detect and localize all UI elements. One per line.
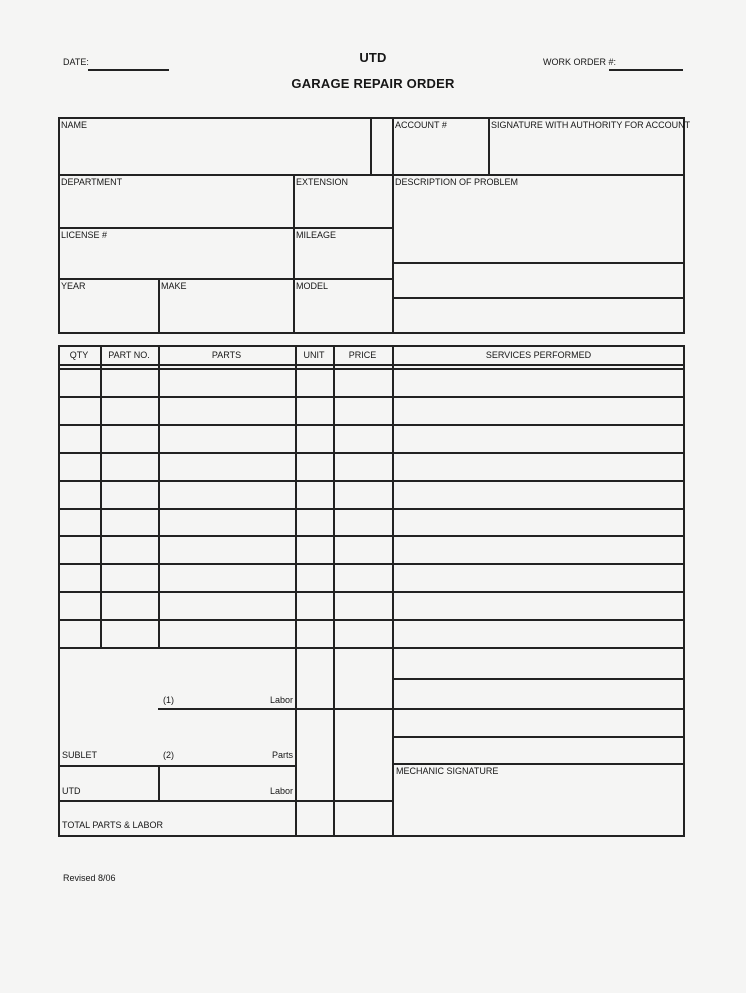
writing-line: [392, 736, 685, 738]
sublet-label: SUBLET: [62, 750, 98, 760]
date-underline: [88, 69, 169, 71]
revision-note: Revised 8/06: [63, 873, 116, 883]
writing-line: [392, 763, 685, 765]
table-row-line: [58, 424, 685, 426]
table-row-line: [58, 535, 685, 537]
grid-line: [293, 174, 295, 334]
table-row-line: [58, 591, 685, 593]
table-row-line: [58, 508, 685, 510]
make-label: MAKE: [161, 281, 187, 291]
mileage-label: MILEAGE: [296, 230, 337, 240]
unit-column-header: UNIT: [303, 350, 325, 360]
grid-line: [370, 117, 372, 174]
column-line: [158, 345, 160, 649]
grid-line: [58, 227, 394, 229]
column-line: [392, 345, 394, 649]
header-double-rule: [58, 364, 685, 366]
header-double-rule: [58, 368, 685, 370]
part-no-column-header: PART NO.: [108, 350, 150, 360]
price-column-header: PRICE: [348, 350, 377, 360]
sublet-rule: [58, 765, 295, 767]
grid-line: [333, 647, 335, 837]
account-number-label: ACCOUNT #: [395, 120, 447, 130]
utd-labor-label: Labor: [269, 786, 293, 796]
grid-line: [392, 262, 685, 264]
grid-line: [158, 765, 160, 802]
services-performed-column-header: SERVICES PERFORMED: [485, 350, 592, 360]
table-row-line: [58, 452, 685, 454]
column-line: [333, 345, 335, 649]
work-order-underline: [609, 69, 683, 71]
work-order-label: WORK ORDER #:: [543, 57, 617, 67]
name-label: NAME: [61, 120, 88, 130]
mechanic-signature-label: MECHANIC SIGNATURE: [396, 766, 499, 776]
grid-line: [392, 117, 394, 334]
grid-line: [58, 174, 685, 176]
parts-table-box: [58, 345, 685, 649]
table-row-line: [58, 563, 685, 565]
page-title: UTD: [359, 50, 387, 65]
table-row-line: [58, 396, 685, 398]
extension-label: EXTENSION: [296, 177, 349, 187]
table-row-line: [58, 480, 685, 482]
writing-line: [392, 678, 685, 680]
department-label: DEPARTMENT: [61, 177, 123, 187]
license-number-label: LICENSE #: [61, 230, 108, 240]
year-label: YEAR: [61, 281, 86, 291]
labor-label: Labor: [269, 695, 293, 705]
grid-line: [392, 297, 685, 299]
grid-line: [392, 647, 394, 837]
total-parts-labor-label: TOTAL PARTS & LABOR: [62, 820, 164, 830]
grid-line: [295, 647, 297, 837]
grid-line: [58, 278, 394, 280]
column-line: [295, 345, 297, 649]
model-label: MODEL: [296, 281, 329, 291]
utd-rule: [58, 800, 394, 802]
page-subtitle: GARAGE REPAIR ORDER: [291, 76, 455, 91]
utd-label: UTD: [62, 786, 81, 796]
parts-index-label: (2): [163, 750, 174, 760]
date-label: DATE:: [63, 57, 89, 67]
parts-label: Parts: [271, 750, 293, 760]
table-row-line: [58, 619, 685, 621]
labor-rule: [158, 708, 685, 710]
parts-column-header: PARTS: [211, 350, 242, 360]
grid-line: [488, 117, 490, 174]
qty-column-header: QTY: [69, 350, 89, 360]
column-line: [100, 345, 102, 649]
grid-line: [158, 278, 160, 334]
labor-index-label: (1): [163, 695, 174, 705]
description-of-problem-label: DESCRIPTION OF PROBLEM: [395, 177, 519, 187]
signature-authority-label: SIGNATURE WITH AUTHORITY FOR ACCOUNT: [491, 120, 691, 130]
totals-section-box: [58, 647, 685, 837]
